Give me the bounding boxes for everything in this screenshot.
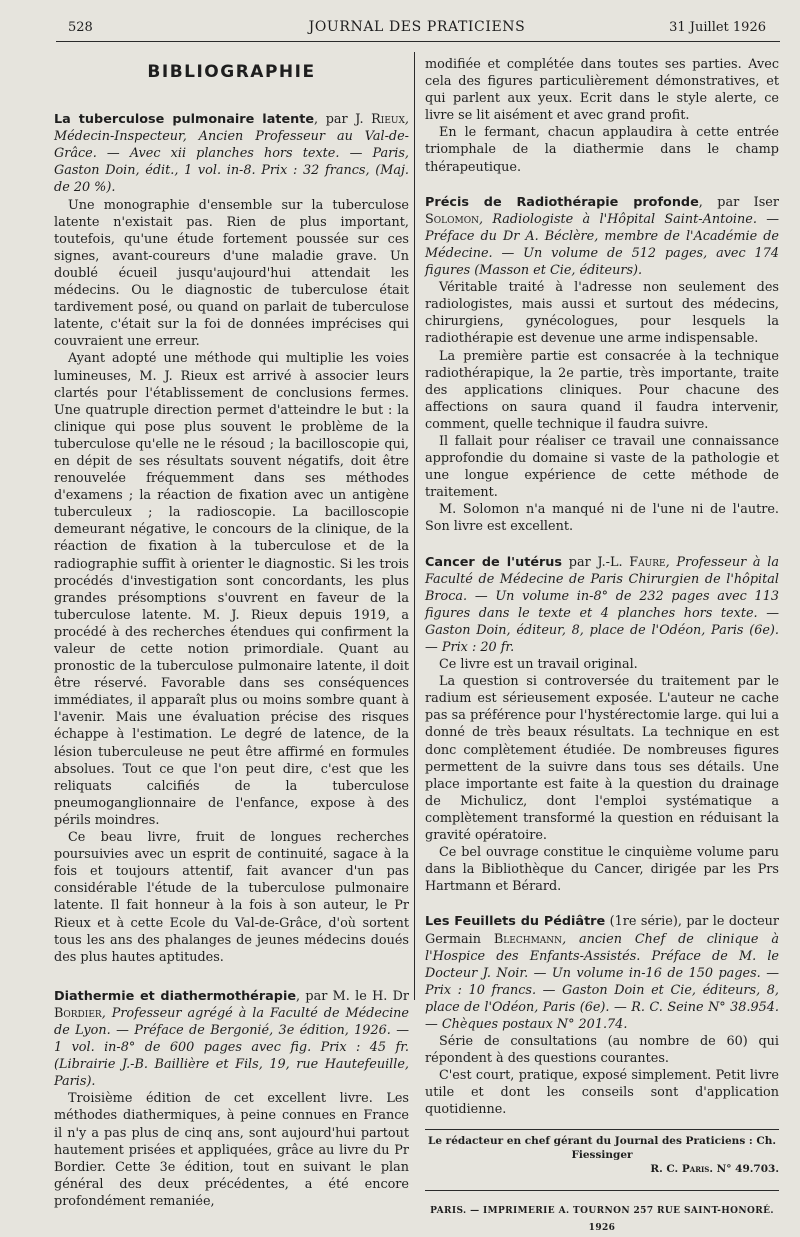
book-review-cancer [425, 554, 779, 896]
entry-meta: , Médecin-Inspecteur, Ancien Professeur au Val-de-Grâce. — Avec xii planches hors texte. — Paris, Gaston Doin, édit., 1 vol. in-8. Prix : 32 francs, (Maj. de 20 %). [54, 112, 409, 196]
column-divider [414, 52, 415, 1000]
book-title: La tuberculose pulmonaire latente [54, 112, 315, 128]
footer-rule [425, 1129, 779, 1130]
review-paragraph: Série de consultations (au nombre de 60) qui répondent à des questions courantes. [425, 1034, 779, 1067]
right-column [425, 56, 779, 1237]
journal-title: JOURNAL DES PRATICIENS [308, 19, 526, 35]
entry-meta: , Professeur à la Faculté de Médecine de Paris Chirurgien de l'hôpital Broca. — Un volume in-8° de 232 pages avec 113 figures dans le texte et 4 planches hors texte. — Gaston Doin, éditeur, 8, place de l'Odéon, Paris (6e). — Prix : 20 fr. [425, 554, 779, 655]
entry-meta: , Professeur agrégé à la Faculté de Médecine de Lyon. — Préface de Bergonié, 3e édition, 1926. — 1 vol. in-8° de 600 pages avec fig. Prix : 45 fr. (Librairie J.-B. Baillière et Fils, 19, rue Hautefeuille, Paris). [54, 1005, 409, 1090]
book-review-radiotherapie [425, 194, 779, 536]
left-column [54, 56, 409, 1210]
entry-heading [425, 554, 779, 657]
review-paragraph: La question si controversée du traitement par le radium est sérieusement exposée. L'auteur ne cache pas sa préférence pour l'hystérectomie large. qui lui a donné de très beaux résultats. La technique en est donc complètement étudiée. De nombreuses figures permettent de la suivre dans tous ses détails. Une place importante est faite à la question du drainage de Michulicz, dont l'emploi systématique a complètement transformé la question en réduisant la gravité opératoire. [425, 674, 779, 844]
review-paragraph: Ce livre est un travail original. [439, 657, 638, 673]
author-name: Rieux [371, 112, 405, 128]
book-title: Les Feuillets du Pédiâtre [425, 914, 606, 930]
review-paragraph: Une monographie d'ensemble sur la tuberculose latente n'existait pas. Rien de plus important, toutefois, qu'une étude fortement poussée sur ces signes, avant-coureurs d'une maladie grave. Un doublé écueil jusqu'aujourd'hui attendait les médecins. Ou le diagnostic de tuberculose était tardivement posé, ou quand on parlait de tuberculose latente, c'était sur la foi de données imprécises qui couvraient une erreur. [54, 197, 409, 350]
book-title: Diathermie et diathermothérapie [54, 988, 297, 1004]
page-number: 528 [68, 20, 93, 35]
page-header [68, 18, 766, 40]
footer-rule-2 [425, 1190, 779, 1191]
review-paragraph: Troisième édition de cet excellent livre. Les méthodes diathermiques, à peine connues en France il n'y a pas plus de cinq ans, sont aujourd'hui partout hautement prisées et appliquées, grâce au livre du Pr Bordier. Cette 3e édition, tout en suivant le plan général des deux précédentes, a été encore profondément remaniée, [54, 1091, 409, 1209]
book-title: Cancer de l'utérus [425, 554, 563, 570]
review-paragraph: C'est court, pratique, exposé simplement. Petit livre utile et dont les conseils sont d'application quotidienne. [425, 1068, 779, 1118]
author-name: Bordier [54, 1005, 102, 1021]
issue-date: 31 Juillet 1926 [669, 20, 766, 35]
header-rule [56, 41, 780, 42]
book-title: Précis de Radiothérapie profonde [425, 194, 699, 210]
review-paragraph: M. Solomon n'a manqué ni de l'une ni de l'autre. Son livre est excellent. [425, 502, 779, 535]
entry-heading [54, 988, 409, 1091]
entry-heading [425, 194, 779, 279]
book-review-pediatre [425, 913, 779, 1118]
entry-meta: , ancien Chef de clinique à l'Hospice des Enfants-Assistés. Préface de M. le Docteur J. Noir. — Un volume in-16 de 150 pages. — Prix : 10 francs. — Gaston Doin et Cie, éditeurs, 8, place de l'Odéon, Paris (6e). — R. C. Seine N° 38.954. — Chèques postaux N° 201.74. [425, 931, 779, 1032]
review-paragraph-continued: modifiée et complétée dans toutes ses parties. Avec cela des figures particulièrement démonstratives, et qui parlent aux yeux. Ecrit dans le style alerte, ce livre se lit aisément et avec grand profit. [425, 57, 779, 124]
book-review-tuberculose [54, 111, 409, 966]
review-paragraph: La première partie est consacrée à la technique radiothérapique, la 2e partie, très importante, traite des applications cliniques. Pour chacune des affections on saura quand il faudra intervenir, comment, quelle technique il faudra suivre. [425, 348, 779, 432]
author-name: Faure [629, 554, 666, 570]
author-name: Solomon [425, 211, 479, 227]
review-paragraph: Ce bel ouvrage constitue le cinquième volume paru dans la Bibliothèque du Cancer, dirigée par les Prs Hartmann et Bérard. [425, 845, 779, 895]
review-paragraph: Véritable traité à l'adresse non seulement des radiologistes, mais aussi et surtout des médecins, chirurgiens, gynécologues, pour lesquels la radiothérapie est devenue une arme indispensable. [425, 280, 779, 347]
book-review-diathermie [54, 988, 409, 1210]
entry-meta: , Radiologiste à l'Hôpital Saint-Antoine. — Préface du Dr A. Béclère, membre de l'Académie de Médecine. — Un volume de 512 pages, avec 174 figures (Masson et Cie, éditeurs). [425, 211, 779, 279]
review-paragraph: Ce beau livre, fruit de longues recherches poursuivies avec un esprit de continuité, sagace à la fois et toujours attentif, fait avancer d'un pas considérable l'étude de la tuberculose pulmonaire latente. Il fait honneur à la fois à son auteur, le Pr Rieux et à cette Ecole du Val-de-Grâce, d'où sortent tous les ans des phalanges de jeunes médecins doués des plus hautes aptitudes. [54, 830, 409, 965]
author-name: Blechmann [493, 931, 563, 947]
entry-heading [425, 913, 779, 1033]
entry-byline: , par J. [314, 112, 372, 128]
review-paragraph: Ayant adopté une méthode qui multiplie les voies lumineuses, M. J. Rieux est arrivé à associer leurs clartés pour l'établissement de conclusions fermes. Une quatruple direction permet d'atteindre le but : la clinique qui pose plus souvent le problème de la tuberculose qu'elle ne le résoud ; la bacilloscopie qui, en dépit de ses résultats souvent négatifs, doit être renouvelée fréquemment dans ses méthodes d'examens ; la réaction de fixation avec un antigène tuberculeux ; la radioscopie. La bacilloscopie demeurant négative, le concours de la clinique, de la réaction de fixation à la tuberculose et de la radiographie suffit à orienter le diagnostic. Si les trois procédés d'investigation sont concordants, les plus grandes présomptions s'ouvrent en faveur de la tuberculose latente. M. J. Rieux depuis 1919, a procédé à des recherches étendues qui confirment la valeur de cette notion primordiale. Quant au pronostic de la tuberculose pulmonaire latente, il doit être réservé. Favorable dans ses conséquences immédiates, il apparaît plus ou moins sombre quant à l'avenir. Mais une évaluation précise des risques échappe à l'estimation. Le degré de latence, de la lésion tuberculeuse ne peut être affirmé en formules absolues. Tout ce que l'on peut dire, c'est que les reliquats calcifiés de la tuberculose pneumoganglionnaire de l'enfance, expose à des périls moindres. [54, 351, 409, 828]
section-title: BIBLIOGRAPHIE [147, 62, 316, 82]
entry-byline: (1re série), par le docteur Germain [425, 914, 780, 947]
printer-line: PARIS. — IMPRIMERIE A. TOURNON 257 RUE SAINT-HONORÉ. 1926 [430, 1205, 774, 1233]
review-paragraph: En le fermant, chacun applaudira à cette entrée triomphale de la diathermie dans le champ thérapeutique. [425, 125, 779, 175]
entry-byline: , par M. le H. Dr [296, 988, 409, 1004]
editor-line: Le rédacteur en chef gérant du Journal des Praticiens : Ch. Fiessinger [427, 1134, 777, 1161]
review-paragraph: Il fallait pour réaliser ce travail une connaissance approfondie du domaine si vaste de la pathologie et une longue expérience de cette méthode de traitement. [425, 433, 779, 501]
registry-line: R. C. Paris. N° 49.703. [650, 1162, 779, 1175]
entry-heading [54, 111, 409, 196]
entry-byline: par J.-L. [562, 554, 630, 570]
entry-byline: , par Iser [698, 194, 779, 210]
